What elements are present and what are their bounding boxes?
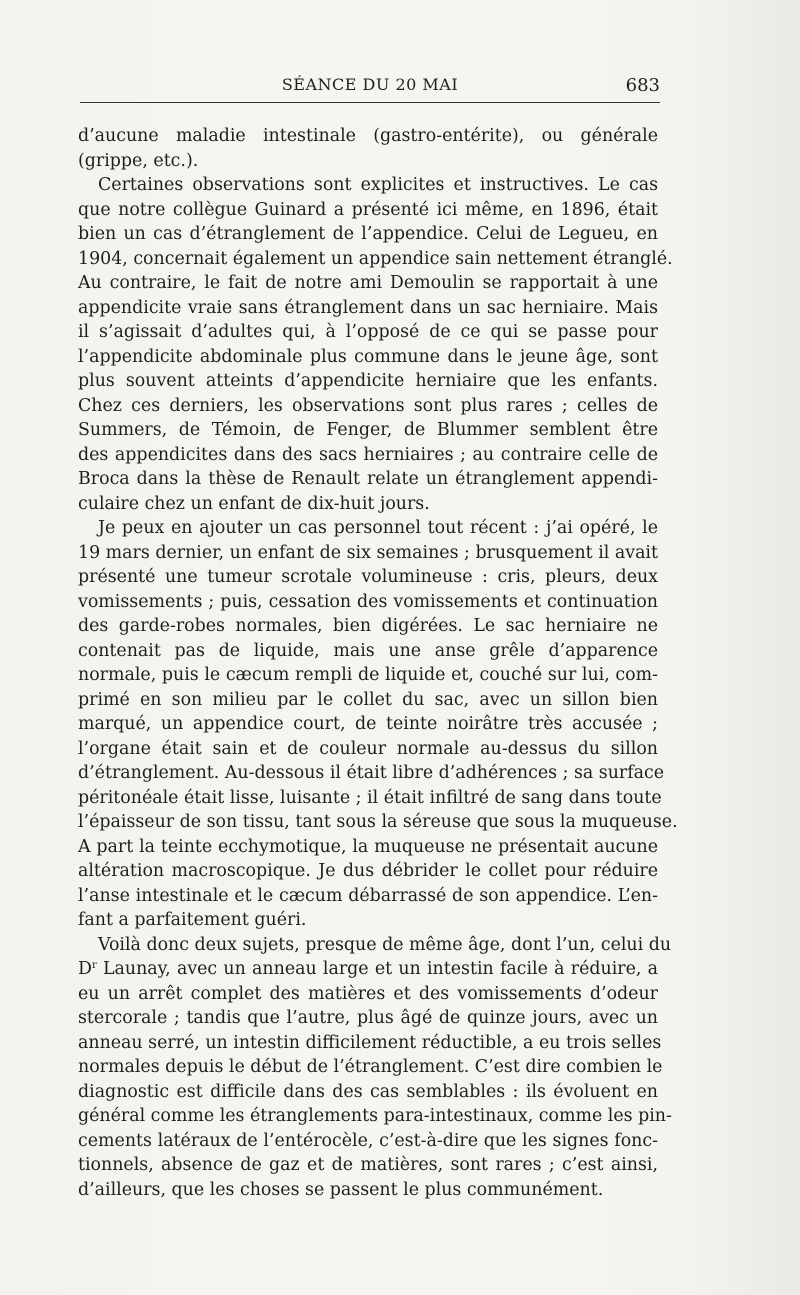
text-line: altération macroscopique. Je dus débrider le collet pour réduire (78, 861, 658, 881)
text-line: Je peux en ajouter un cas personnel tout récent : j’ai opéré, le (98, 518, 658, 538)
text-line: normales depuis le début de l’étranglement. C’est dire combien le (78, 1057, 663, 1077)
text-body (78, 124, 678, 1202)
text-line: stercorale ; tandis que l’autre, plus âgé de quinze jours, avec un (78, 1008, 658, 1028)
text-line: d’aucune maladie intestinale (gastro-entérite), ou générale (78, 126, 658, 146)
text-line: des garde-robes normales, bien digérées. Le sac herniaire ne (78, 616, 658, 636)
text-line: bien un cas d’étranglement de l’appendice. Celui de Legueu, en (78, 224, 658, 244)
text-line: d’étranglement. Au-dessous il était libre d’adhérences ; sa surface (78, 763, 665, 783)
text-line-doctor (78, 957, 658, 982)
text-line: A part la teinte ecchymotique, la muqueuse ne présentait aucune (78, 836, 658, 857)
text-line: Chez ces derniers, les observations sont plus rares ; celles de (78, 395, 658, 416)
text-line: il s’agissait d’adultes qui, à l’opposé de ce qui se passe pour (78, 322, 658, 342)
doctor-line-text: Launay, avec un anneau large et un intestin facile à réduire, a (102, 959, 659, 979)
text-line: Broca dans la thèse de Renault relate un étranglement appendi- (78, 469, 658, 489)
text-line: primé en son milieu par le collet du sac, avec un sillon bien (78, 689, 658, 710)
running-title: SÉANCE DU 20 MAI (281, 75, 459, 94)
text-line: contenait pas de liquide, mais une anse grêle d’apparence (78, 640, 658, 661)
text-line: des appendicites dans des sacs herniaires ; au contraire celle de (78, 444, 658, 465)
text-line: 1904, concernait également un appendice sain nettement étranglé. (78, 248, 673, 269)
text-line: l’appendicite abdominale plus commune dans le jeune âge, sont (78, 346, 658, 367)
text-line: Voilà donc deux sujets, presque de même âge, dont l’un, celui du (98, 934, 672, 955)
doctor-abbrev: D (78, 959, 92, 979)
text-line: général comme les étranglements para-intestinaux, comme les pin- (78, 1106, 672, 1126)
text-line: 19 mars dernier, un enfant de six semaines ; brusquement il avait (78, 542, 658, 563)
text-line: Summers, de Témoin, de Fenger, de Blummer semblent être (78, 420, 658, 440)
text-line: anneau serré, un intestin difficilement réductible, a eu trois selles (78, 1032, 662, 1053)
text-line: marqué, un appendice court, de teinte noirâtre très accusée ; (78, 714, 658, 734)
text-line: que notre collègue Guinard a présenté ici même, en 1896, était (78, 199, 658, 220)
text-line: diagnostic est difficile dans des cas semblables : ils évoluent en (78, 1081, 658, 1102)
text-line: fant a parfaitement guéri. (78, 910, 307, 930)
text-line: culaire chez un enfant de dix-huit jours. (78, 493, 430, 514)
text-line: Au contraire, le fait de notre ami Demoulin se rapportait à une (78, 273, 658, 293)
text-line: appendicite vraie sans étranglement dans un sac herniaire. Mais (78, 297, 658, 318)
text-line: cements latéraux de l’entérocèle, c’est-à-dire que les signes fonc- (78, 1130, 658, 1151)
text-line: (grippe, etc.). (78, 150, 199, 171)
text-line: l’anse intestinale et le cæcum débarrassé de son appendice. L’en- (78, 885, 658, 906)
text-line: d’ailleurs, que les choses se passent le plus communément. (78, 1179, 604, 1200)
doctor-abbrev-sup: r (91, 960, 97, 971)
text-line: plus souvent atteints d’appendicite herniaire que les enfants. (78, 371, 658, 391)
text-line: l’épaisseur de son tissu, tant sous la séreuse que sous la muqueuse. (78, 812, 678, 832)
text-line: péritonéale était lisse, luisante ; il était infiltré de sang dans toute (78, 787, 662, 808)
text-line: l’organe était sain et de couleur normale au-dessus du sillon (78, 738, 658, 759)
text-line: vomissements ; puis, cessation des vomissements et continuation (78, 591, 658, 612)
text-line: présenté une tumeur scrotale volumineuse : cris, pleurs, deux (78, 567, 658, 587)
text-line: tionnels, absence de gaz et de matières, sont rares ; c’est ainsi, (78, 1155, 658, 1175)
text-line: normale, puis le cæcum rempli de liquide et, couché sur lui, com- (78, 665, 658, 685)
text-line: eu un arrêt complet des matières et des vomissements d’odeur (78, 983, 658, 1004)
text-line: Certaines observations sont explicites et instructives. Le cas (98, 175, 658, 195)
page-number: 683 (625, 75, 660, 96)
running-header (80, 72, 660, 103)
